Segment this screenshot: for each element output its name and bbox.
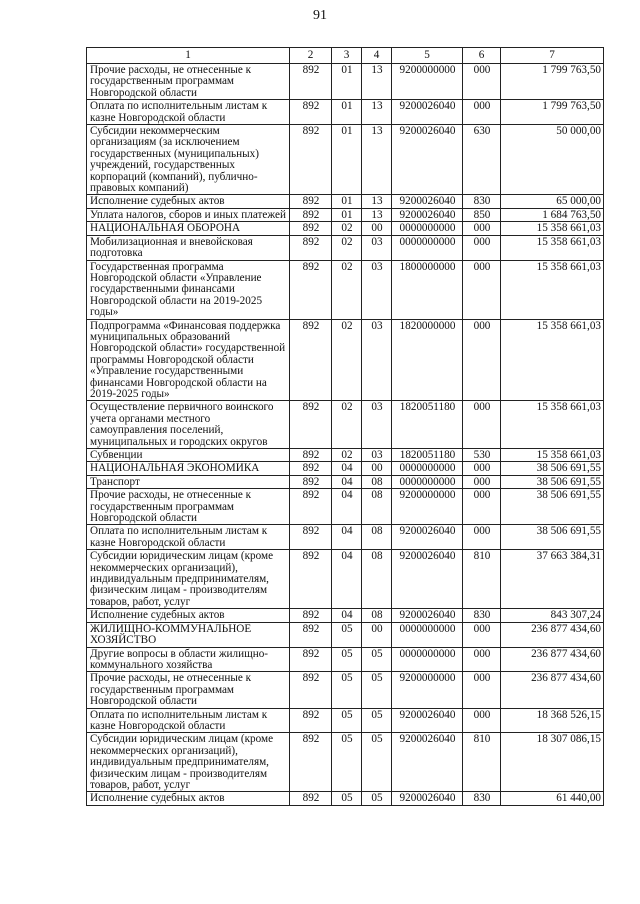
row-code: 892 xyxy=(290,708,332,733)
row-subsection: 03 xyxy=(362,401,392,449)
page-number: 91 xyxy=(313,8,327,23)
row-amount: 236 877 434,60 xyxy=(501,622,604,647)
row-expense-type: 830 xyxy=(463,609,501,622)
row-amount: 38 506 691,55 xyxy=(501,489,604,525)
row-amount: 843 307,24 xyxy=(501,609,604,622)
row-name: ЖИЛИЩНО-КОММУНАЛЬНОЕ ХОЗЯЙСТВО xyxy=(87,622,290,647)
column-header: 3 xyxy=(332,48,362,64)
row-name: Субсидии юридическим лицам (кроме некоммерческих организаций), индивидуальным предпринимателям, физическим лицам - производителям товаров, работ, услуг xyxy=(87,733,290,792)
row-name: Субсидии некоммерческим организациям (за исключением государственных (муниципальных) учреждений, государственных корпораций (компаний), публично-правовых компаний) xyxy=(87,125,290,195)
row-amount: 37 663 384,31 xyxy=(501,550,604,609)
row-amount: 1 799 763,50 xyxy=(501,100,604,125)
table-row xyxy=(87,125,604,195)
row-subsection: 03 xyxy=(362,235,392,260)
row-section: 04 xyxy=(332,550,362,609)
table-row xyxy=(87,222,604,235)
row-name: Подпрограмма «Финансовая поддержка муниципальных образований Новгородской области» государственной программы Новгородской области «Управление государственными финансами Новгородской области на 2019-2025 годы» xyxy=(87,319,290,401)
row-subsection: 13 xyxy=(362,195,392,208)
row-name: Оплата по исполнительным листам к казне Новгородской области xyxy=(87,100,290,125)
row-section: 01 xyxy=(332,125,362,195)
row-code: 892 xyxy=(290,208,332,221)
row-target-article: 9200000000 xyxy=(392,672,463,708)
table-row xyxy=(87,708,604,733)
row-target-article: 1800000000 xyxy=(392,260,463,319)
row-amount: 38 506 691,55 xyxy=(501,475,604,488)
row-subsection: 13 xyxy=(362,64,392,100)
row-amount: 18 368 526,15 xyxy=(501,708,604,733)
row-expense-type: 810 xyxy=(463,550,501,609)
row-expense-type: 000 xyxy=(463,622,501,647)
row-amount: 1 799 763,50 xyxy=(501,64,604,100)
row-subsection: 08 xyxy=(362,525,392,550)
row-expense-type: 830 xyxy=(463,792,501,805)
row-subsection: 00 xyxy=(362,462,392,475)
table-row xyxy=(87,733,604,792)
table-row xyxy=(87,64,604,100)
row-subsection: 05 xyxy=(362,647,392,672)
row-section: 04 xyxy=(332,475,362,488)
row-code: 892 xyxy=(290,235,332,260)
row-section: 04 xyxy=(332,489,362,525)
table-row xyxy=(87,550,604,609)
row-amount: 38 506 691,55 xyxy=(501,462,604,475)
row-expense-type: 000 xyxy=(463,319,501,401)
budget-table xyxy=(86,47,604,806)
row-amount: 65 000,00 xyxy=(501,195,604,208)
row-name: Исполнение судебных актов xyxy=(87,609,290,622)
row-code: 892 xyxy=(290,550,332,609)
column-header: 1 xyxy=(87,48,290,64)
row-amount: 38 506 691,55 xyxy=(501,525,604,550)
row-expense-type: 000 xyxy=(463,260,501,319)
row-section: 04 xyxy=(332,609,362,622)
row-name: Субсидии юридическим лицам (кроме некоммерческих организаций), индивидуальным предпринимателям, физическим лицам - производителям товаров, работ, услуг xyxy=(87,550,290,609)
row-amount: 1 684 763,50 xyxy=(501,208,604,221)
table-row xyxy=(87,235,604,260)
row-subsection: 00 xyxy=(362,222,392,235)
row-expense-type: 000 xyxy=(463,525,501,550)
row-code: 892 xyxy=(290,401,332,449)
row-section: 01 xyxy=(332,64,362,100)
row-name: Другие вопросы в области жилищно-коммунального хозяйства xyxy=(87,647,290,672)
row-section: 02 xyxy=(332,260,362,319)
row-section: 02 xyxy=(332,449,362,462)
row-code: 892 xyxy=(290,100,332,125)
table-row xyxy=(87,792,604,805)
row-target-article: 1820051180 xyxy=(392,449,463,462)
row-section: 05 xyxy=(332,672,362,708)
row-expense-type: 810 xyxy=(463,733,501,792)
row-code: 892 xyxy=(290,319,332,401)
row-target-article: 0000000000 xyxy=(392,235,463,260)
row-expense-type: 630 xyxy=(463,125,501,195)
row-code: 892 xyxy=(290,525,332,550)
row-name: Оплата по исполнительным листам к казне Новгородской области xyxy=(87,525,290,550)
table-row xyxy=(87,462,604,475)
row-expense-type: 000 xyxy=(463,647,501,672)
table-row xyxy=(87,475,604,488)
row-expense-type: 000 xyxy=(463,100,501,125)
row-section: 01 xyxy=(332,100,362,125)
table-row xyxy=(87,100,604,125)
row-target-article: 9200026040 xyxy=(392,609,463,622)
table-row xyxy=(87,208,604,221)
column-header: 6 xyxy=(463,48,501,64)
table-row xyxy=(87,195,604,208)
row-amount: 61 440,00 xyxy=(501,792,604,805)
row-target-article: 9200026040 xyxy=(392,733,463,792)
row-code: 892 xyxy=(290,475,332,488)
row-name: Государственная программа Новгородской области «Управление государственными финансами Новгородской области на 2019-2025 годы» xyxy=(87,260,290,319)
row-expense-type: 000 xyxy=(463,462,501,475)
row-subsection: 00 xyxy=(362,622,392,647)
row-subsection: 03 xyxy=(362,260,392,319)
table-row xyxy=(87,672,604,708)
row-name: Прочие расходы, не отнесенные к государственным программам Новгородской области xyxy=(87,489,290,525)
row-code: 892 xyxy=(290,462,332,475)
row-subsection: 03 xyxy=(362,449,392,462)
row-name: Исполнение судебных актов xyxy=(87,195,290,208)
row-name: Транспорт xyxy=(87,475,290,488)
row-code: 892 xyxy=(290,647,332,672)
table-row xyxy=(87,449,604,462)
row-section: 01 xyxy=(332,195,362,208)
row-section: 01 xyxy=(332,208,362,221)
row-name: Прочие расходы, не отнесенные к государственным программам Новгородской области xyxy=(87,672,290,708)
row-subsection: 13 xyxy=(362,208,392,221)
row-subsection: 08 xyxy=(362,550,392,609)
table-row xyxy=(87,525,604,550)
row-amount: 18 307 086,15 xyxy=(501,733,604,792)
row-target-article: 9200000000 xyxy=(392,64,463,100)
row-expense-type: 000 xyxy=(463,401,501,449)
row-expense-type: 850 xyxy=(463,208,501,221)
row-code: 892 xyxy=(290,622,332,647)
row-code: 892 xyxy=(290,449,332,462)
row-target-article: 9200026040 xyxy=(392,525,463,550)
row-target-article: 0000000000 xyxy=(392,475,463,488)
row-code: 892 xyxy=(290,609,332,622)
row-code: 892 xyxy=(290,733,332,792)
row-section: 05 xyxy=(332,647,362,672)
column-header: 7 xyxy=(501,48,604,64)
table-header-row xyxy=(87,48,604,64)
column-header: 2 xyxy=(290,48,332,64)
row-name: Осуществление первичного воинского учета органами местного самоуправления поселений, муниципальных и городских округов xyxy=(87,401,290,449)
row-code: 892 xyxy=(290,792,332,805)
row-subsection: 05 xyxy=(362,672,392,708)
row-amount: 15 358 661,03 xyxy=(501,449,604,462)
column-header: 5 xyxy=(392,48,463,64)
row-target-article: 9200000000 xyxy=(392,489,463,525)
row-target-article: 1820051180 xyxy=(392,401,463,449)
row-subsection: 13 xyxy=(362,100,392,125)
row-section: 05 xyxy=(332,733,362,792)
row-expense-type: 000 xyxy=(463,475,501,488)
row-target-article: 9200026040 xyxy=(392,792,463,805)
row-target-article: 9200026040 xyxy=(392,208,463,221)
row-code: 892 xyxy=(290,672,332,708)
row-amount: 15 358 661,03 xyxy=(501,222,604,235)
row-section: 02 xyxy=(332,222,362,235)
row-section: 02 xyxy=(332,235,362,260)
row-section: 02 xyxy=(332,401,362,449)
row-name: Оплата по исполнительным листам к казне Новгородской области xyxy=(87,708,290,733)
row-expense-type: 000 xyxy=(463,235,501,260)
row-code: 892 xyxy=(290,260,332,319)
row-name: НАЦИОНАЛЬНАЯ ЭКОНОМИКА xyxy=(87,462,290,475)
row-name: Субвенции xyxy=(87,449,290,462)
row-code: 892 xyxy=(290,125,332,195)
row-target-article: 0000000000 xyxy=(392,222,463,235)
row-code: 892 xyxy=(290,489,332,525)
row-target-article: 9200026040 xyxy=(392,708,463,733)
row-section: 02 xyxy=(332,319,362,401)
row-amount: 236 877 434,60 xyxy=(501,647,604,672)
row-section: 04 xyxy=(332,462,362,475)
row-target-article: 9200026040 xyxy=(392,125,463,195)
row-target-article: 1820000000 xyxy=(392,319,463,401)
row-name: Исполнение судебных актов xyxy=(87,792,290,805)
row-subsection: 05 xyxy=(362,792,392,805)
row-code: 892 xyxy=(290,195,332,208)
row-expense-type: 530 xyxy=(463,449,501,462)
row-subsection: 05 xyxy=(362,708,392,733)
table-row xyxy=(87,260,604,319)
table-row xyxy=(87,609,604,622)
table-row xyxy=(87,401,604,449)
row-expense-type: 000 xyxy=(463,222,501,235)
row-subsection: 13 xyxy=(362,125,392,195)
row-section: 05 xyxy=(332,622,362,647)
row-amount: 15 358 661,03 xyxy=(501,235,604,260)
row-code: 892 xyxy=(290,64,332,100)
table-row xyxy=(87,622,604,647)
row-target-article: 0000000000 xyxy=(392,462,463,475)
row-expense-type: 000 xyxy=(463,708,501,733)
row-expense-type: 830 xyxy=(463,195,501,208)
row-amount: 15 358 661,03 xyxy=(501,260,604,319)
row-subsection: 08 xyxy=(362,489,392,525)
row-target-article: 0000000000 xyxy=(392,647,463,672)
column-header: 4 xyxy=(362,48,392,64)
row-code: 892 xyxy=(290,222,332,235)
row-amount: 15 358 661,03 xyxy=(501,319,604,401)
row-expense-type: 000 xyxy=(463,672,501,708)
row-expense-type: 000 xyxy=(463,489,501,525)
row-subsection: 03 xyxy=(362,319,392,401)
row-name: НАЦИОНАЛЬНАЯ ОБОРОНА xyxy=(87,222,290,235)
row-target-article: 0000000000 xyxy=(392,622,463,647)
row-name: Прочие расходы, не отнесенные к государственным программам Новгородской области xyxy=(87,64,290,100)
row-amount: 236 877 434,60 xyxy=(501,672,604,708)
row-amount: 50 000,00 xyxy=(501,125,604,195)
row-section: 05 xyxy=(332,792,362,805)
row-expense-type: 000 xyxy=(463,64,501,100)
row-target-article: 9200026040 xyxy=(392,195,463,208)
row-name: Мобилизационная и вневойсковая подготовка xyxy=(87,235,290,260)
row-subsection: 08 xyxy=(362,609,392,622)
row-section: 05 xyxy=(332,708,362,733)
table-row xyxy=(87,489,604,525)
table-row xyxy=(87,647,604,672)
row-target-article: 9200026040 xyxy=(392,100,463,125)
row-amount: 15 358 661,03 xyxy=(501,401,604,449)
row-target-article: 9200026040 xyxy=(392,550,463,609)
row-subsection: 08 xyxy=(362,475,392,488)
row-subsection: 05 xyxy=(362,733,392,792)
row-name: Уплата налогов, сборов и иных платежей xyxy=(87,208,290,221)
table-row xyxy=(87,319,604,401)
row-section: 04 xyxy=(332,525,362,550)
